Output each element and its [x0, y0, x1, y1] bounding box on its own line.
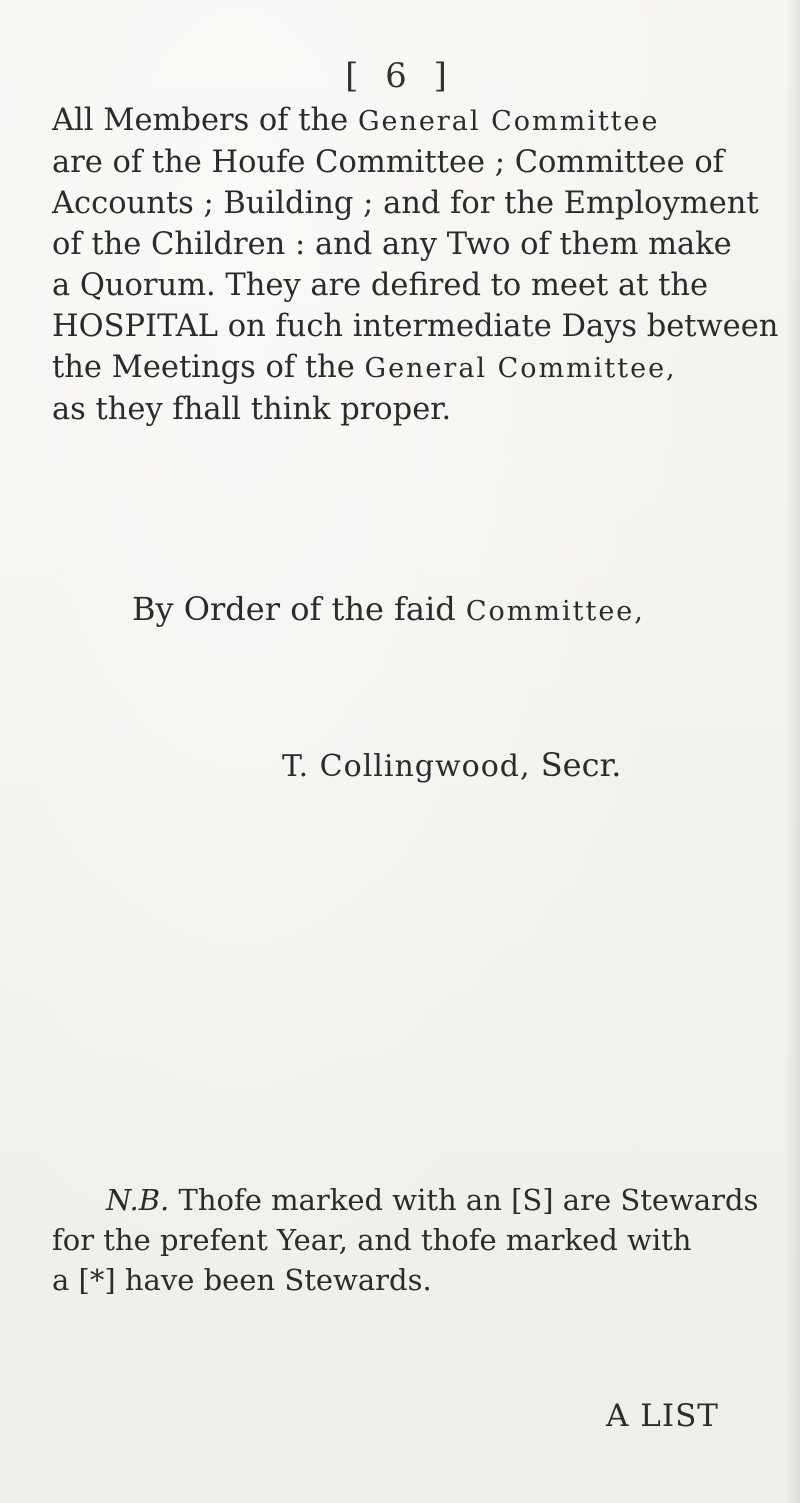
order-text: By Order of the faid [132, 590, 466, 628]
order-line [132, 590, 645, 628]
note-label: N.B. [106, 1183, 170, 1217]
paragraph-line-3: Accounts ; Building ; and for the Employment [52, 186, 759, 221]
general-committee-smallcaps-2: General Committee, [364, 353, 677, 384]
signature-title: Secr. [540, 746, 622, 784]
paragraph-line-2: are of the Houfe Committee ; Committee of [52, 145, 724, 180]
page-number: [ 6 ] [345, 56, 455, 96]
nota-bene [52, 1180, 772, 1300]
paragraph-line-8: as they fhall think proper. [52, 392, 452, 427]
catchword: A LIST [606, 1398, 719, 1434]
signature [282, 746, 621, 784]
page-edge-shadow [786, 0, 800, 1503]
order-committee-smallcaps: Committee, [465, 596, 645, 627]
main-paragraph [52, 100, 779, 430]
paragraph-line-4: of the Children : and any Two of them make [52, 227, 732, 262]
paragraph-line-5: a Quorum. They are defired to meet at the [52, 268, 709, 303]
paragraph-line-7 [52, 347, 772, 389]
general-committee-smallcaps: General Committee [357, 106, 660, 137]
signature-name: T. Collingwood, [282, 749, 531, 784]
note-line-2: for the prefent Year, and thofe marked with [52, 1223, 692, 1257]
note-line-1 [52, 1180, 772, 1220]
note-line-1-text: Thofe marked with an [S] are Stewards [169, 1183, 759, 1217]
note-line-3: a [*] have been Stewards. [52, 1263, 432, 1297]
paragraph-line-6: HOSPITAL on fuch intermediate Days between [52, 309, 779, 344]
paragraph-line-7-text: the Meetings of the [52, 350, 365, 385]
paragraph-line-1 [52, 100, 772, 142]
paragraph-line-1-text: All Members of the [52, 103, 358, 138]
